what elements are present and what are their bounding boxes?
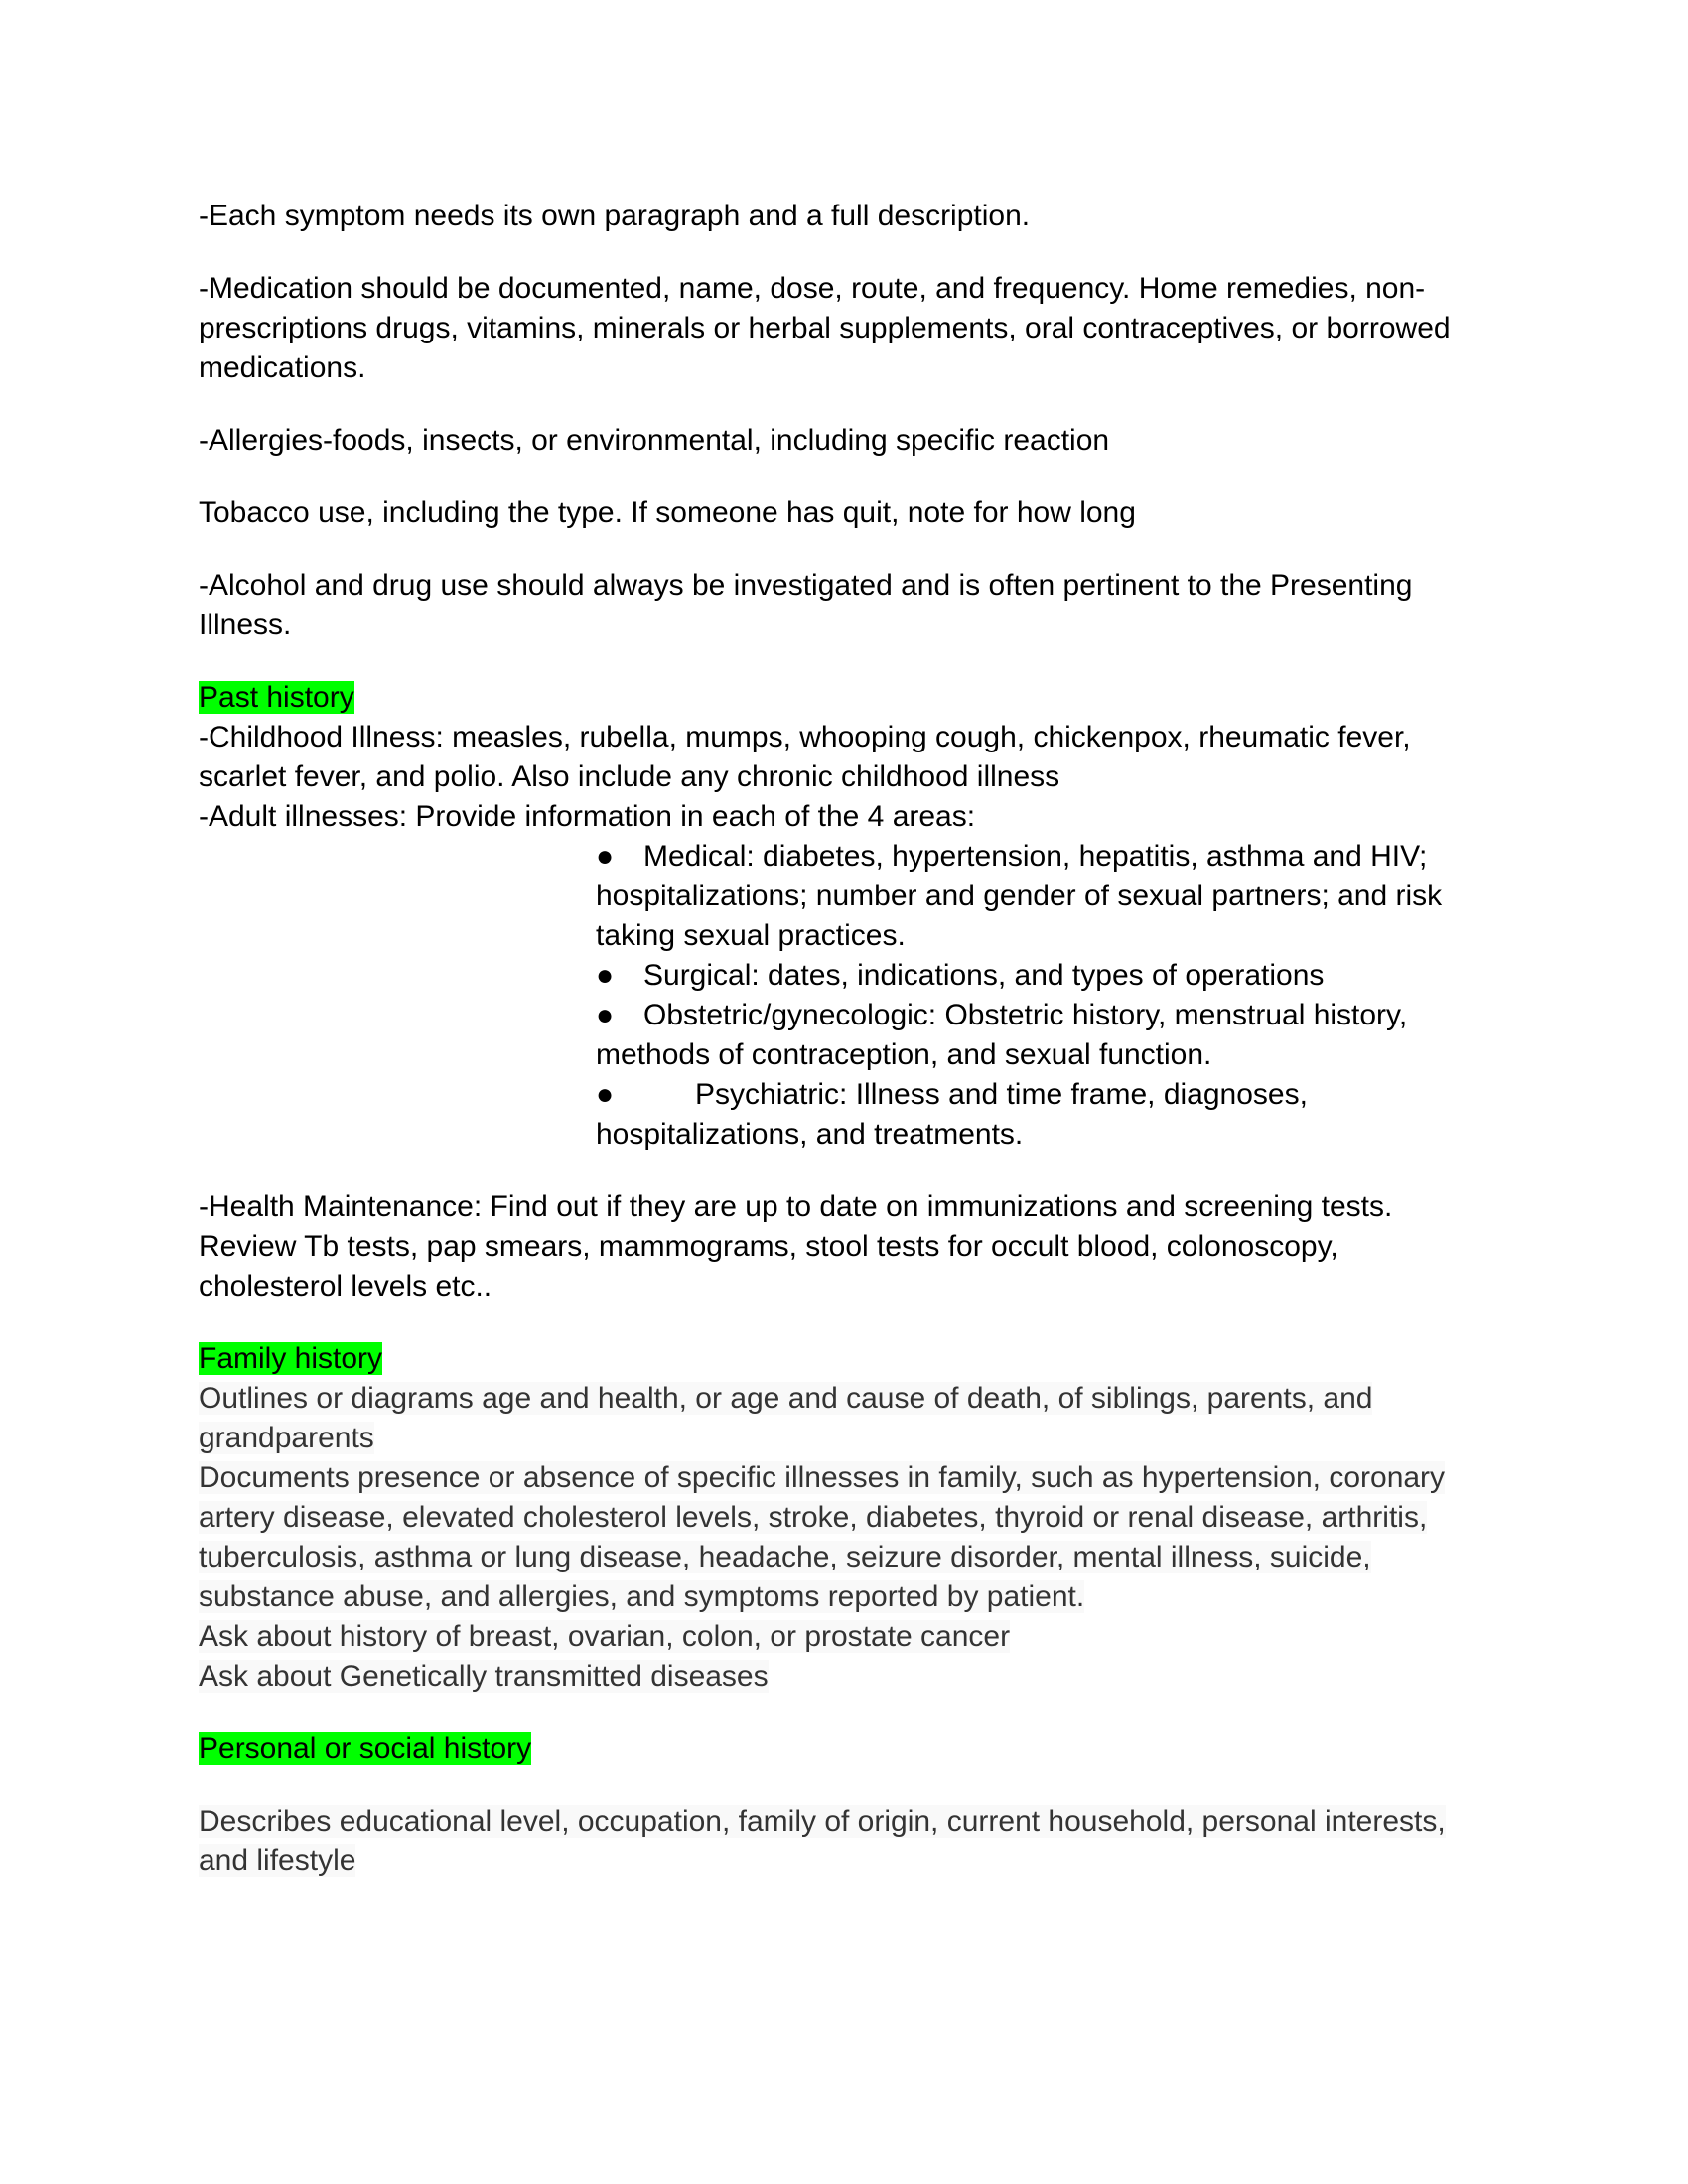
allergies-paragraph: -Allergies-foods, insects, or environmental, including specific reaction xyxy=(199,424,1110,457)
family-history-line: Ask about Genetically transmitted diseases xyxy=(199,1660,769,1693)
family-history-heading: Family history xyxy=(199,1342,383,1375)
adult-illness-list xyxy=(199,837,1489,1155)
personal-history-section xyxy=(199,1729,1489,1769)
list-item-text: Medical: diabetes, hypertension, hepatitis, asthma and HIV; hospitalizations; number and gender of sexual partners; and risk taking sexual practices. xyxy=(596,840,1443,952)
list-item-text: Surgical: dates, indications, and types of operations xyxy=(643,959,1325,992)
past-history-section xyxy=(199,678,1489,1306)
family-history-line: Ask about history of breast, ovarian, colon, or prostate cancer xyxy=(199,1620,1011,1653)
childhood-illness-text: -Childhood Illness: measles, rubella, mumps, whooping cough, chickenpox, rheumatic fever, scarlet fever, and polio. Also include any chronic childhood illness xyxy=(199,721,1411,793)
list-item-text: Psychiatric: Illness and time frame, diagnoses, hospitalizations, and treatments. xyxy=(596,1078,1308,1151)
family-history-line: Documents presence or absence of specific illnesses in family, such as hypertension, coronary artery disease, elevated cholesterol levels, stroke, diabetes, thyroid or renal disease, arthritis, tuberculosis, asthma or lung disease, headache, seizure disorder, mental illness, suicide, substance abuse, and allergies, and symptoms reported by patient. xyxy=(199,1461,1446,1613)
list-item xyxy=(596,1075,1489,1155)
adult-illnesses-text: -Adult illnesses: Provide information in each of the 4 areas: xyxy=(199,800,976,833)
tobacco-paragraph: Tobacco use, including the type. If someone has quit, note for how long xyxy=(199,496,1136,529)
list-item xyxy=(596,996,1489,1075)
personal-history-description: Describes educational level, occupation, family of origin, current household, personal interests, and lifestyle xyxy=(199,1805,1446,1877)
health-maintenance-paragraph: -Health Maintenance: Find out if they are up to date on immunizations and screening tests. Review Tb tests, pap smears, mammograms, stool tests for occult blood, colonoscopy, cholesterol levels etc.. xyxy=(199,1190,1393,1302)
bullet-icon: ● xyxy=(596,999,615,1031)
bullet-icon: ● xyxy=(596,1078,615,1111)
family-history-section xyxy=(199,1339,1489,1697)
family-history-line: Outlines or diagrams age and health, or age and cause of death, of siblings, parents, and grandparents xyxy=(199,1382,1373,1454)
list-item xyxy=(596,837,1489,956)
bullet-icon: ● xyxy=(596,959,615,992)
past-history-heading: Past history xyxy=(199,681,354,714)
list-item-text: Obstetric/gynecologic: Obstetric history, menstrual history, methods of contraception, and sexual function. xyxy=(596,999,1408,1071)
document-page xyxy=(199,197,1489,1881)
alcohol-paragraph: -Alcohol and drug use should always be investigated and is often pertinent to the Presenting Illness. xyxy=(199,569,1413,641)
symptom-paragraph: -Each symptom needs its own paragraph and a full description. xyxy=(199,200,1031,232)
list-item xyxy=(596,956,1489,996)
bullet-icon: ● xyxy=(596,840,615,873)
medication-paragraph: -Medication should be documented, name, dose, route, and frequency. Home remedies, non-prescriptions drugs, vitamins, minerals or herbal supplements, oral contraceptives, or borrowed medications. xyxy=(199,272,1451,384)
personal-history-heading: Personal or social history xyxy=(199,1732,532,1765)
